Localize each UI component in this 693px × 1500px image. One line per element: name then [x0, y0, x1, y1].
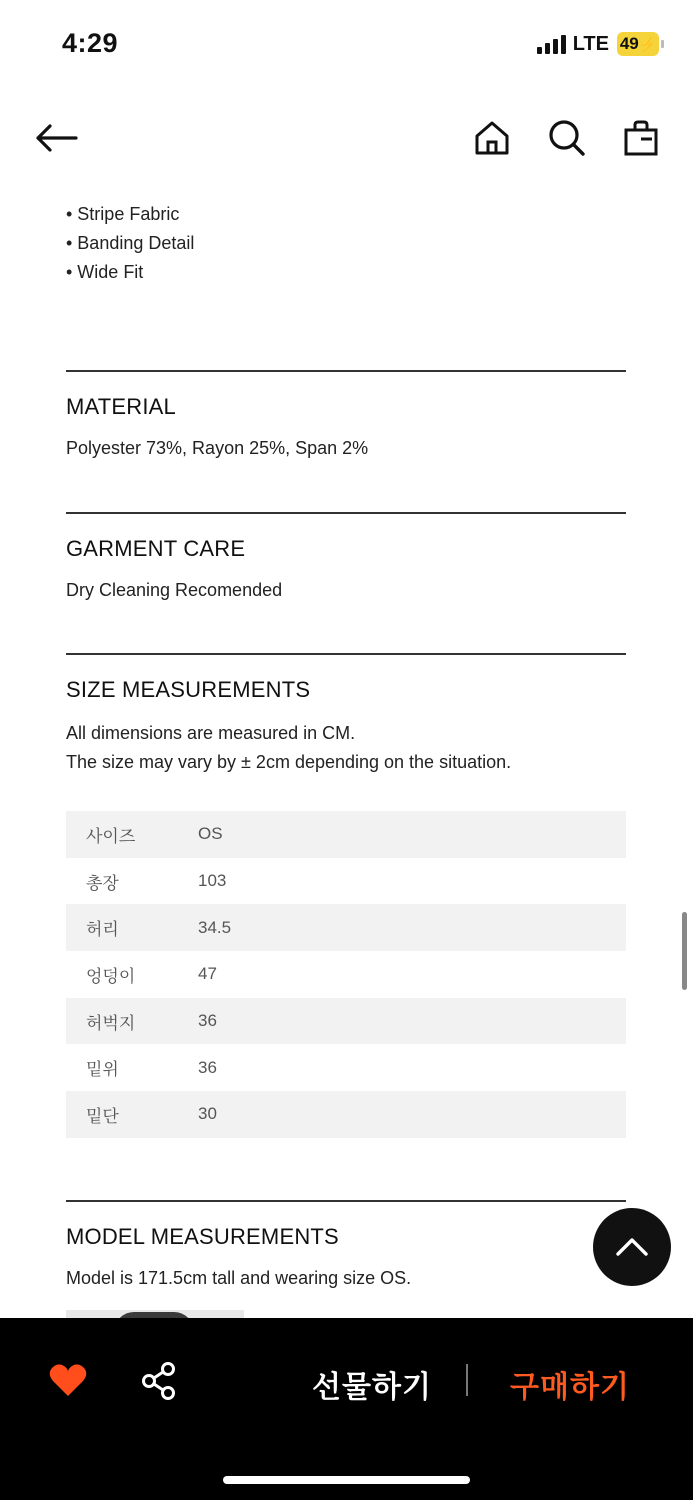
signal-icon: [537, 34, 566, 54]
section-title: GARMENT CARE: [66, 536, 246, 561]
table-row: [66, 1044, 626, 1091]
size-value: 36: [198, 1057, 217, 1077]
size-label: 밑단: [86, 1106, 119, 1126]
feature-item: • Wide Fit: [66, 262, 144, 282]
size-label: 밑위: [86, 1060, 119, 1080]
search-button[interactable]: [539, 110, 595, 166]
model-text: Model is 171.5cm tall and wearing size OS.: [66, 1268, 412, 1288]
garment-care-section: [66, 512, 626, 605]
divider: [466, 1364, 468, 1396]
gift-button[interactable]: 선물하기: [312, 1371, 432, 1404]
status-indicators: [537, 32, 659, 56]
section-title: MODEL MEASUREMENTS: [66, 1224, 339, 1249]
product-features: [66, 200, 626, 287]
size-label: 엉덩이: [86, 966, 136, 986]
size-value: OS: [198, 824, 223, 844]
size-value: 36: [198, 1011, 217, 1031]
chevron-up-icon: [615, 1237, 649, 1257]
battery-level: 49: [619, 34, 639, 53]
table-row: [66, 998, 626, 1045]
size-label: 허리: [86, 920, 119, 940]
share-icon: [140, 1361, 178, 1401]
status-time: 4:29: [62, 28, 119, 58]
bottom-action-bar: [0, 1318, 693, 1500]
table-row: [66, 951, 626, 998]
buy-button[interactable]: 구매하기: [510, 1371, 630, 1404]
material-text: Polyester 73%, Rayon 25%, Span 2%: [66, 438, 369, 458]
section-title: MATERIAL: [66, 394, 176, 419]
share-button[interactable]: [136, 1358, 182, 1404]
arrow-left-icon: [34, 123, 78, 153]
garment-care-text: Dry Cleaning Recomended: [66, 580, 283, 600]
shopping-bag-icon: [624, 120, 658, 156]
size-value: 103: [198, 871, 227, 891]
feature-item: • Stripe Fabric: [66, 204, 180, 224]
top-nav: [0, 110, 693, 166]
scroll-to-top-button[interactable]: [593, 1208, 671, 1286]
home-indicator: [223, 1476, 470, 1484]
search-icon: [548, 119, 586, 157]
size-label: 사이즈: [86, 826, 136, 846]
network-label: LTE: [572, 32, 609, 55]
size-value: 47: [198, 964, 217, 984]
section-title: SIZE MEASUREMENTS: [66, 677, 311, 702]
size-value: 30: [198, 1104, 217, 1124]
material-section: [66, 370, 626, 463]
home-button[interactable]: [464, 110, 520, 166]
table-row: [66, 811, 626, 858]
status-bar: [0, 0, 693, 90]
size-note-2: The size may vary by ± 2cm depending on the situation.: [66, 752, 512, 772]
battery-icon: 49 ⚡: [617, 32, 659, 56]
size-label: 허벅지: [86, 1013, 136, 1033]
size-note-1: All dimensions are measured in CM.: [66, 723, 356, 743]
size-table: [66, 811, 626, 1138]
size-value: 34.5: [198, 917, 232, 937]
shopping-bag-button[interactable]: [613, 110, 669, 166]
table-row: [66, 858, 626, 905]
scrollbar[interactable]: [682, 912, 687, 990]
table-row: [66, 1091, 626, 1138]
heart-icon: [49, 1363, 87, 1397]
size-label: 총장: [86, 873, 119, 893]
home-icon: [474, 120, 510, 156]
like-button[interactable]: [44, 1358, 92, 1402]
table-row: [66, 904, 626, 951]
back-button[interactable]: [28, 110, 84, 166]
feature-item: • Banding Detail: [66, 233, 195, 253]
model-measurements-section: [66, 1200, 626, 1293]
size-measurements-section: [66, 653, 626, 777]
